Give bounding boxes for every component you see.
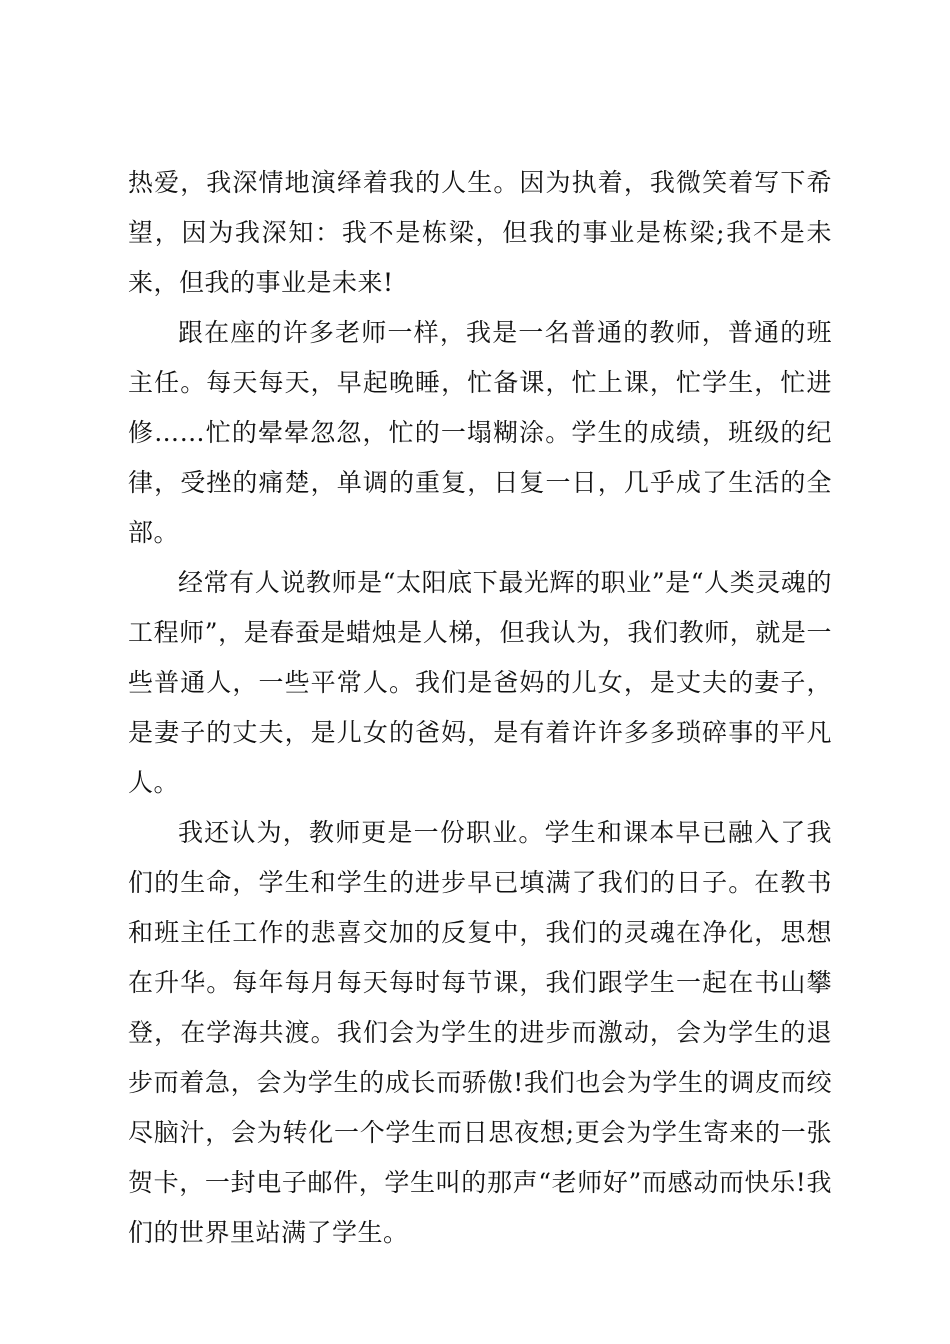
- paragraph-continuation: 热爱，我深情地演绎着我的人生。因为执着，我微笑着写下希望，因为我深知：我不是栋梁，但我的事业是栋梁;我不是未来，但我的事业是未来!: [128, 168, 832, 297]
- paragraph-ordinary-teacher: 跟在座的许多老师一样，我是一名普通的教师，普通的班主任。每天每天，早起晚睡，忙备课，忙上课，忙学生，忙进修……忙的晕晕忽忽，忙的一塌糊涂。学生的成绩，班级的纪律，受挫的痛楚，单调的重复，日复一日，几乎成了生活的全部。: [128, 318, 832, 547]
- document-body: [128, 158, 832, 1258]
- paragraph-ordinary-people: 经常有人说教师是“太阳底下最光辉的职业”是“人类灵魂的工程师”，是春蚕是蜡烛是人梯，但我认为，我们教师，就是一些普通人，一些平常人。我们是爸妈的儿女，是丈夫的妻子，是妻子的丈夫，是儿女的爸妈，是有着许许多多琐碎事的平凡人。: [128, 568, 832, 797]
- paragraph-teaching-profession: 我还认为，教师更是一份职业。学生和课本早已融入了我们的生命，学生和学生的进步早已填满了我们的日子。在教书和班主任工作的悲喜交加的反复中，我们的灵魂在净化，思想在升华。每年每月每天每时每节课，我们跟学生一起在书山攀登，在学海共渡。我们会为学生的进步而激动，会为学生的退步而着急，会为学生的成长而骄傲!我们也会为学生的调皮而绞尽脑汁，会为转化一个学生而日思夜想;更会为学生寄来的一张贺卡，一封电子邮件，学生叫的那声“老师好”而感动而快乐!我们的世界里站满了学生。: [128, 818, 832, 1247]
